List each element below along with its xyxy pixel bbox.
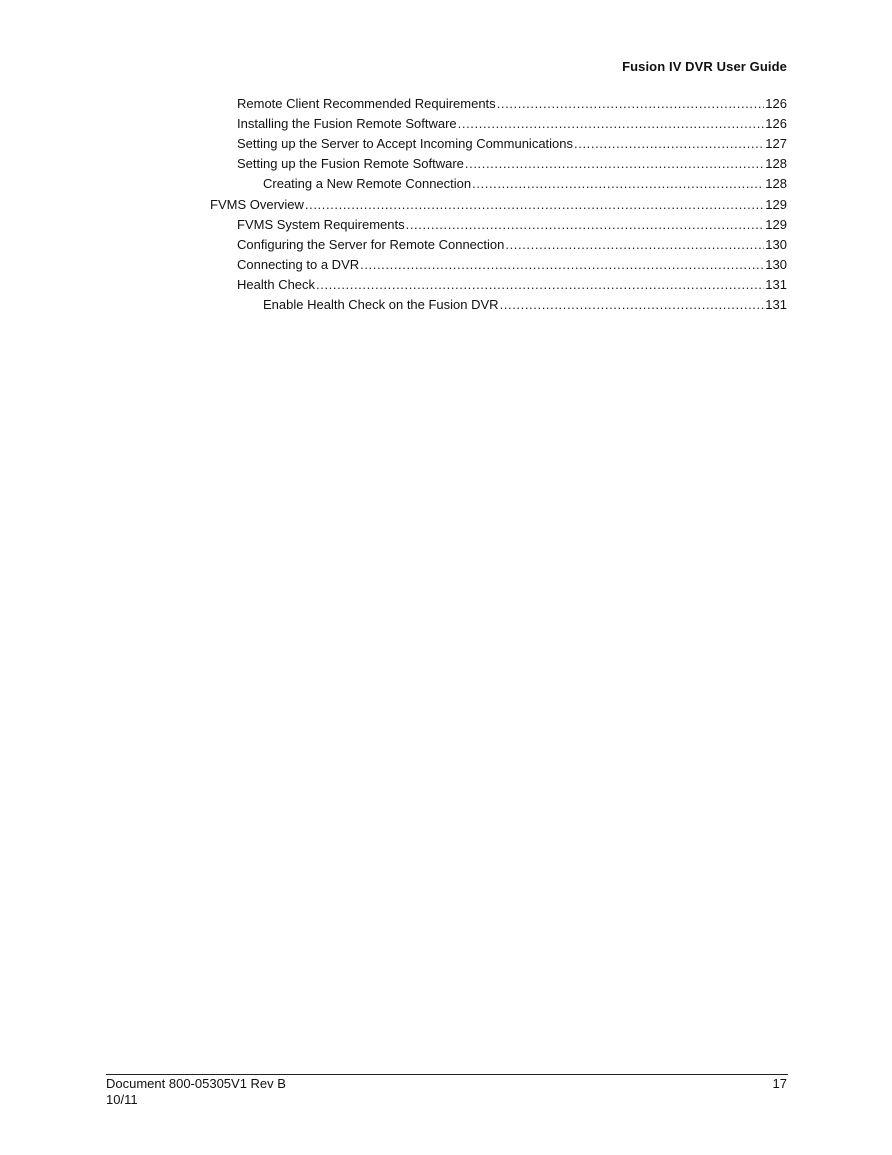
toc-entry[interactable] bbox=[237, 134, 787, 154]
toc-entry-title: Health Check bbox=[237, 277, 316, 292]
toc-entry-title: Installing the Fusion Remote Software bbox=[237, 116, 457, 131]
toc-entry-page-number: 126 bbox=[765, 96, 787, 111]
toc-entry-page-number: 129 bbox=[765, 217, 787, 232]
toc-entry-title: Setting up the Server to Accept Incoming Communications bbox=[237, 136, 574, 151]
toc-dot-leader bbox=[505, 235, 764, 255]
toc-entry-page-number: 128 bbox=[765, 176, 787, 191]
toc-entry-title: Connecting to a DVR bbox=[237, 257, 360, 272]
toc-entry-title: Setting up the Fusion Remote Software bbox=[237, 156, 464, 171]
toc-entry[interactable] bbox=[237, 255, 787, 275]
toc-entry-page-number: 131 bbox=[765, 277, 787, 292]
toc-entry[interactable] bbox=[237, 114, 787, 134]
toc-entry[interactable] bbox=[237, 215, 787, 235]
toc-entry[interactable] bbox=[237, 154, 787, 174]
toc-dot-leader bbox=[500, 295, 765, 315]
toc-dot-leader bbox=[360, 255, 764, 275]
toc-entry-page-number: 130 bbox=[765, 257, 787, 272]
toc-dot-leader bbox=[472, 174, 764, 194]
toc-entry[interactable] bbox=[237, 275, 787, 295]
toc-dot-leader bbox=[305, 195, 764, 215]
toc-entry-page-number: 129 bbox=[765, 197, 787, 212]
toc-dot-leader bbox=[574, 134, 764, 154]
footer-divider bbox=[106, 1074, 788, 1075]
toc-entry-page-number: 130 bbox=[765, 237, 787, 252]
toc-entry[interactable] bbox=[237, 235, 787, 255]
toc-dot-leader bbox=[406, 215, 765, 235]
footer-document-id: Document 800-05305V1 Rev B bbox=[106, 1076, 286, 1091]
toc-entry-title: FVMS Overview bbox=[210, 197, 304, 212]
toc-entry-title: Enable Health Check on the Fusion DVR bbox=[263, 297, 499, 312]
toc-entry[interactable] bbox=[263, 295, 787, 315]
footer-date: 10/11 bbox=[106, 1092, 138, 1107]
toc-entry-page-number: 131 bbox=[765, 297, 787, 312]
footer-page-number: 17 bbox=[772, 1076, 787, 1091]
toc-dot-leader bbox=[458, 114, 765, 134]
toc-entry-title: FVMS System Requirements bbox=[237, 217, 405, 232]
toc-dot-leader bbox=[497, 94, 765, 114]
toc-entry-page-number: 126 bbox=[765, 116, 787, 131]
toc-dot-leader bbox=[316, 275, 764, 295]
toc-entry-page-number: 127 bbox=[765, 136, 787, 151]
toc-entry-title: Creating a New Remote Connection bbox=[263, 176, 472, 191]
toc-entry[interactable] bbox=[237, 94, 787, 114]
toc-entry-title: Remote Client Recommended Requirements bbox=[237, 96, 496, 111]
running-header-title: Fusion IV DVR User Guide bbox=[622, 59, 787, 74]
toc-dot-leader bbox=[465, 154, 764, 174]
toc-entry-title: Configuring the Server for Remote Connection bbox=[237, 237, 505, 252]
toc-entry[interactable] bbox=[210, 195, 787, 215]
toc-entry-page-number: 128 bbox=[765, 156, 787, 171]
toc-entry[interactable] bbox=[263, 174, 787, 194]
